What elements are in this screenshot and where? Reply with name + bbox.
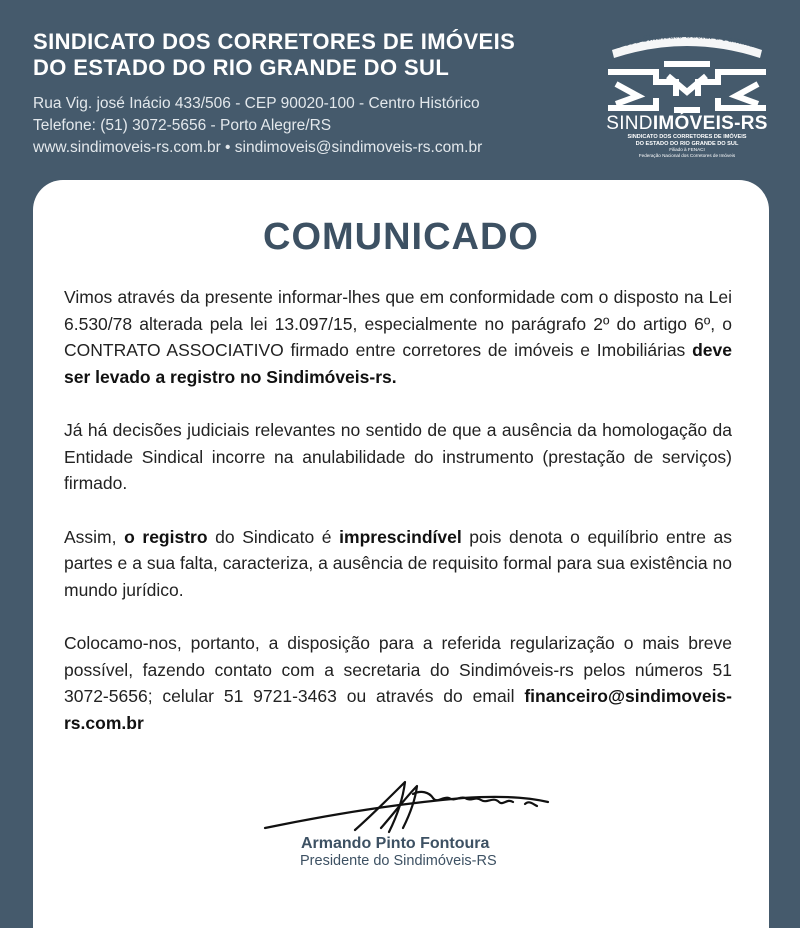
logo-affiliation-line1: Filiado à FENACI (669, 147, 705, 152)
paragraph-3-emphasis-imprescindivel: imprescindível (339, 526, 462, 547)
header (0, 0, 800, 180)
paragraph-4 (64, 630, 732, 736)
paragraph-3-text-a: Assim, (64, 526, 125, 547)
signatory-role: Presidente do Sindimóveis-RS (300, 853, 497, 869)
paragraph-3 (64, 524, 732, 604)
notice-title: COMUNICADO (263, 216, 539, 258)
paragraph-1-text: Vimos através da presente informar-lhes que em conformidade com o disposto na Lei 6.530/78 alterada pela lei 13.097/15, especialmente no parágrafo 2º do artigo 6º, o CONTRATO ASSOCIATIVO firmado entre corretores de imóveis e Imobiliárias (64, 287, 732, 360)
logo-tagline: O seu Sindicato Social e Familiar (614, 30, 760, 52)
logo-brand-bold: IMÓVEIS-RS (652, 113, 768, 134)
contact-info (33, 93, 482, 159)
paragraph-2: Já há decisões judiciais relevantes no sentido de que a ausência da homologação da Entidade Sindical incorre na anulabilidade do instrumento (prestação de serviços) firmado. (64, 420, 732, 493)
sindimoveis-logo (598, 30, 776, 158)
organization-name-line2: DO ESTADO DO RIO GRANDE DO SUL (33, 55, 450, 80)
paragraph-4-text: Colocamo-nos, portanto, a disposição para a referida regularização o mais breve possível, fazendo contato com a secretaria do Sindimóveis-rs pelos números 51 3072-5656; celular 51 9721-3463 ou através do email (64, 633, 732, 706)
handwritten-signature (263, 778, 553, 843)
address-line: Rua Vig. josé Inácio 433/506 - CEP 90020-100 - Centro Histórico (33, 95, 480, 112)
contact-email: financeiro@sindimoveis-rs.com.br (64, 686, 732, 733)
paragraph-1 (64, 284, 732, 390)
paragraph-1-emphasis: deve ser levado a registro no Sindimóveis-rs. (64, 340, 732, 387)
paragraph-3-emphasis-registro: o registro (124, 526, 208, 547)
notice-card (33, 180, 769, 928)
logo-affiliation-line2: Federação Nacional dos Corretores de Imóveis (638, 153, 736, 158)
organization-name (33, 29, 515, 81)
paragraph-3-text-c: pois denota o equilíbrio entre as partes e a sua falta, caracteriza, a ausência de requisito formal para sua existência no mundo jurídico. (64, 526, 733, 600)
web-email-line: www.sindimoveis-rs.com.br • sindimoveis@sindimoveis-rs.com.br (33, 139, 483, 156)
logo-subtitle-line1: SINDICATO DOS CORRETORES DE IMÓVEIS (627, 134, 747, 140)
logo-subtitle-line2: DO ESTADO DO RIO GRANDE DO SUL (635, 141, 739, 147)
paragraph-3-text-b: do Sindicato é (207, 526, 340, 547)
logo-brand-light: SIND (606, 113, 653, 134)
signatory-name: Armando Pinto Fontoura (301, 835, 490, 852)
organization-name-line1: SINDICATO DOS CORRETORES DE IMÓVEIS (33, 29, 516, 54)
notice-body (64, 284, 732, 763)
svg-text:SINDIMÓVEIS-RS (606, 112, 768, 134)
phone-line: Telefone: (51) 3072-5656 - Porto Alegre/RS (33, 117, 332, 134)
